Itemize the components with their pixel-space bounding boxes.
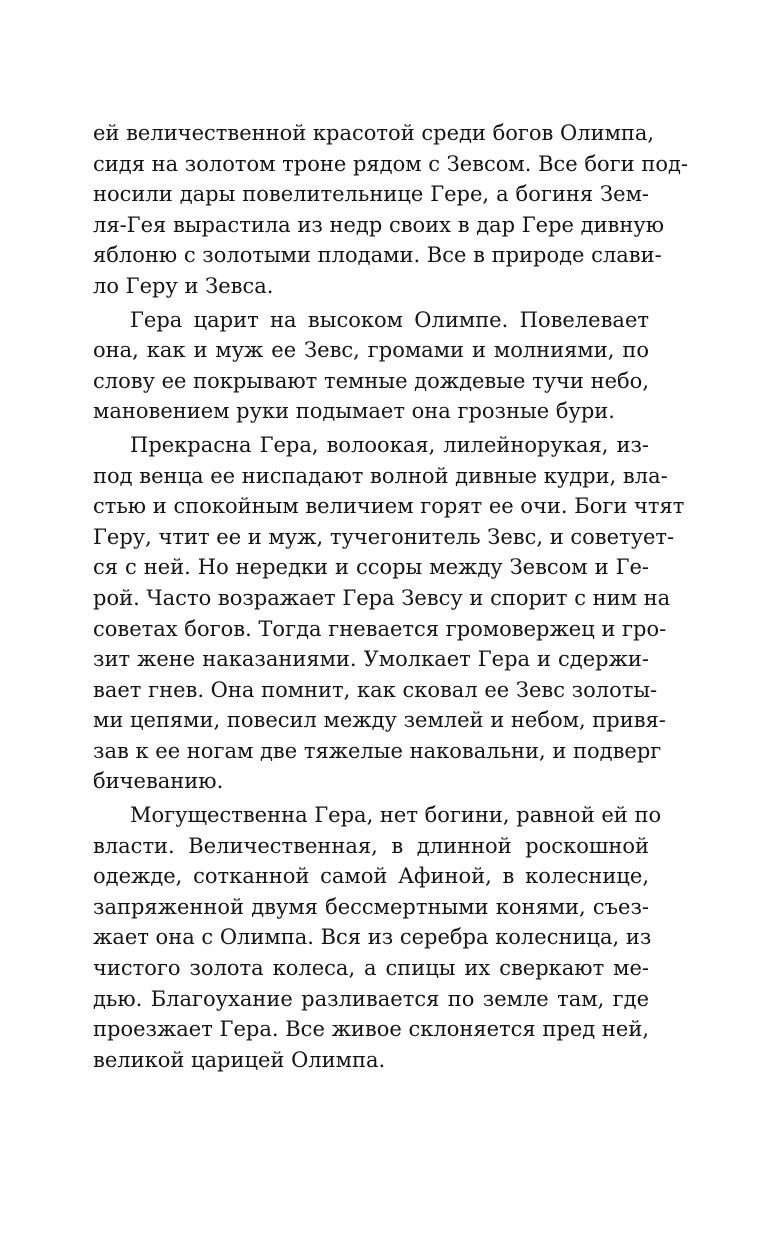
text-line: Гера царит на высоком Олимпе. Повелевает — [130, 307, 649, 332]
text-line: чистого золота колеса, а спицы их сверкают ме- — [93, 956, 649, 981]
text-line: она, как и муж ее Зевс, громами и молниями, по — [93, 338, 649, 363]
text-line: советах богов. Тогда гневается громовержец и гро- — [93, 616, 667, 641]
text-line: дью. Благоухание разливается по земле там, где — [93, 986, 649, 1011]
text-line: сидя на золотом троне рядом с Зевсом. Все боги под- — [93, 151, 689, 176]
paragraph-2 — [93, 305, 649, 427]
paragraph-3 — [93, 430, 685, 797]
text-line: Прекрасна Гера, волоокая, лилейнорукая, из- — [130, 432, 649, 457]
paragraph-4 — [93, 800, 662, 1075]
text-line: ся с ней. Но нередки и ссоры между Зевсом и Ге- — [93, 555, 649, 580]
text-line: яблоню с золотыми плодами. Все в природе слави- — [93, 243, 662, 268]
text-line: Могущественна Гера, нет богини, равной ей по — [130, 803, 662, 828]
text-line: ля-Гея вырастила из недр своих в дар Гере дивную — [93, 212, 665, 237]
text-line: ей величественной красотой среди богов Олимпа, — [93, 121, 655, 145]
text-line: великой царицей Олимпа. — [93, 1047, 386, 1072]
text-line: бичеванию. — [93, 769, 224, 794]
body-text — [93, 118, 689, 1075]
text-line: вает гнев. Она помнит, как сковал ее Зевс золоты- — [93, 677, 658, 702]
text-line: зит жене наказаниями. Умолкает Гера и сдержи- — [93, 647, 649, 672]
text-line: стью и спокойным величием горят ее очи. Боги чтят — [93, 494, 685, 519]
text-line: Геру, чтит ее и муж, тучегонитель Зевс, и советует- — [93, 524, 675, 549]
text-line: слову ее покрывают темные дождевые тучи небо, — [93, 368, 649, 393]
text-line: проезжает Гера. Все живое склоняется пред ней, — [93, 1017, 649, 1042]
text-line: мановением руки подымает она грозные бури. — [93, 399, 615, 424]
text-line: рой. Часто возражает Гера Зевсу и спорит с ним на — [93, 585, 671, 610]
text-line: ми цепями, повесил между землей и небом, привя- — [93, 708, 666, 733]
text-line: запряженной двумя бессмертными конями, съез- — [93, 894, 649, 919]
text-line: зав к ее ногам две тяжелые наковальни, и подверг — [93, 738, 662, 763]
text-line: под венца ее ниспадают волной дивные кудри, вла- — [93, 463, 668, 488]
text-line: власти. Величественная, в длинной роскошной — [93, 833, 649, 858]
text-line: одежде, сотканной самой Афиной, в колеснице, — [93, 864, 649, 889]
text-line: ло Геру и Зевса. — [93, 273, 274, 298]
paragraph-1 — [93, 118, 689, 302]
text-line: носили дары повелительнице Гере, а богиня Зем- — [93, 182, 649, 207]
text-line: жает она с Олимпа. Вся из серебра колесница, из — [93, 925, 652, 950]
